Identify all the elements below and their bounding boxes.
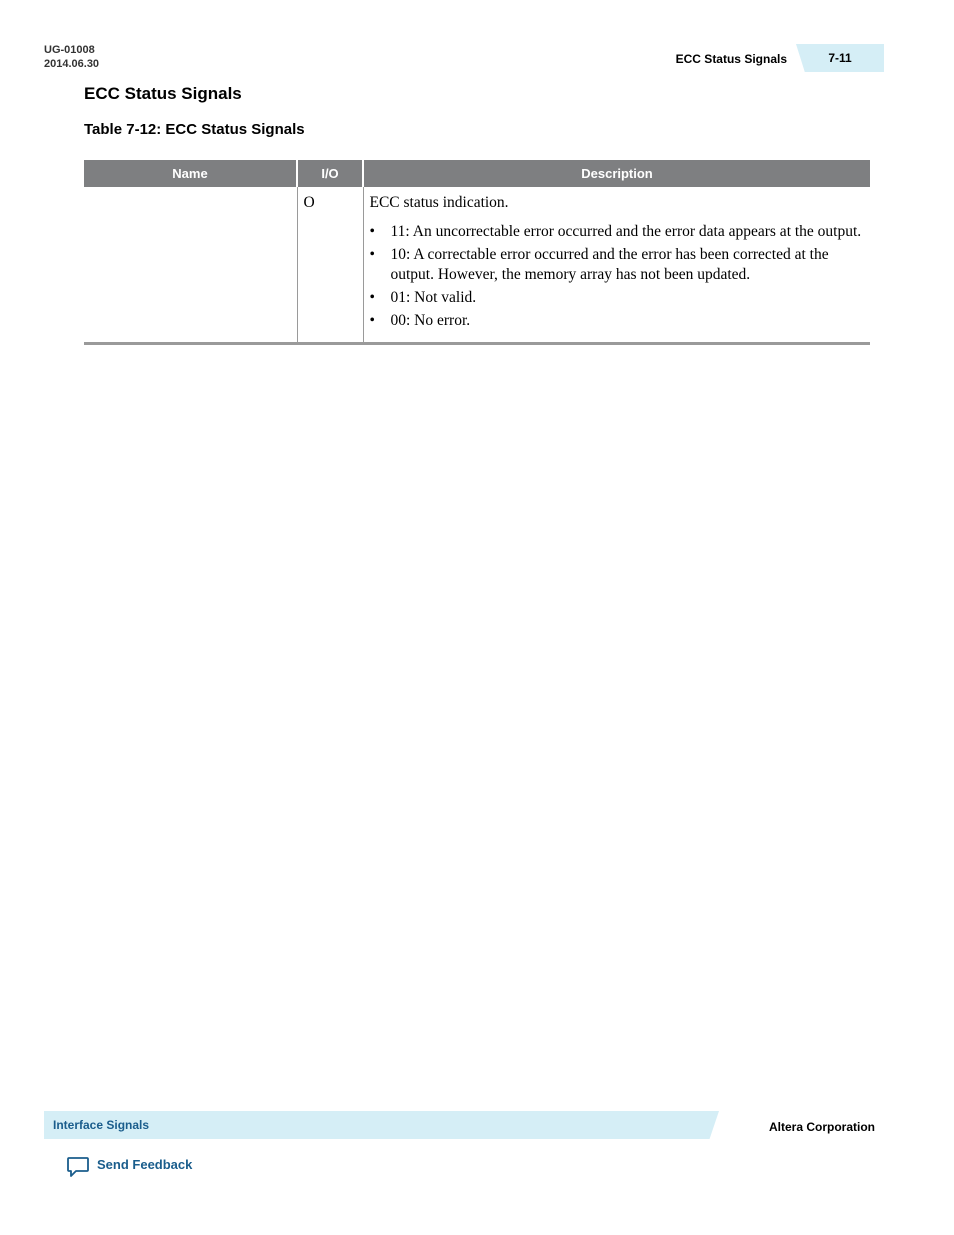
bullet-icon: • <box>369 312 375 329</box>
description-intro: ECC status indication. <box>369 194 509 211</box>
ecc-status-signals-table <box>84 160 870 345</box>
column-header-name: Name <box>84 160 297 187</box>
document-id-block <box>44 43 99 71</box>
list-item: • 10: A correctable error occurred and the error has been corrected at the output. However, the memory array has not been updated. <box>369 246 829 283</box>
page-number: 7-11 <box>828 51 852 65</box>
table-row <box>84 187 870 344</box>
cell-description <box>363 187 870 344</box>
list-item: • 00: No error. <box>369 312 471 329</box>
table-caption: Table 7-12: ECC Status Signals <box>84 121 305 138</box>
speech-bubble-icon[interactable] <box>66 1155 90 1179</box>
column-header-io: I/O <box>297 160 363 187</box>
document-date: 2014.06.30 <box>44 58 100 70</box>
cell-io: O <box>297 187 363 344</box>
cell-name <box>84 187 297 344</box>
bullet-icon: • <box>369 223 375 240</box>
header-section-title: ECC Status Signals <box>675 52 787 66</box>
send-feedback-link[interactable]: Send Feedback <box>97 1157 193 1172</box>
list-item: • 11: An uncorrectable error occurred and the error data appears at the output. <box>369 223 862 240</box>
bullet-icon: • <box>369 246 375 263</box>
company-name: Altera Corporation <box>768 1120 875 1134</box>
document-id: UG-01008 <box>44 44 95 56</box>
bullet-icon: • <box>369 289 375 306</box>
description-list <box>370 222 865 331</box>
chapter-link[interactable]: Interface Signals <box>53 1118 150 1132</box>
section-title: ECC Status Signals <box>84 84 242 103</box>
column-header-description: Description <box>363 160 870 187</box>
table-header-row <box>84 160 870 187</box>
list-item: • 01: Not valid. <box>369 289 477 306</box>
